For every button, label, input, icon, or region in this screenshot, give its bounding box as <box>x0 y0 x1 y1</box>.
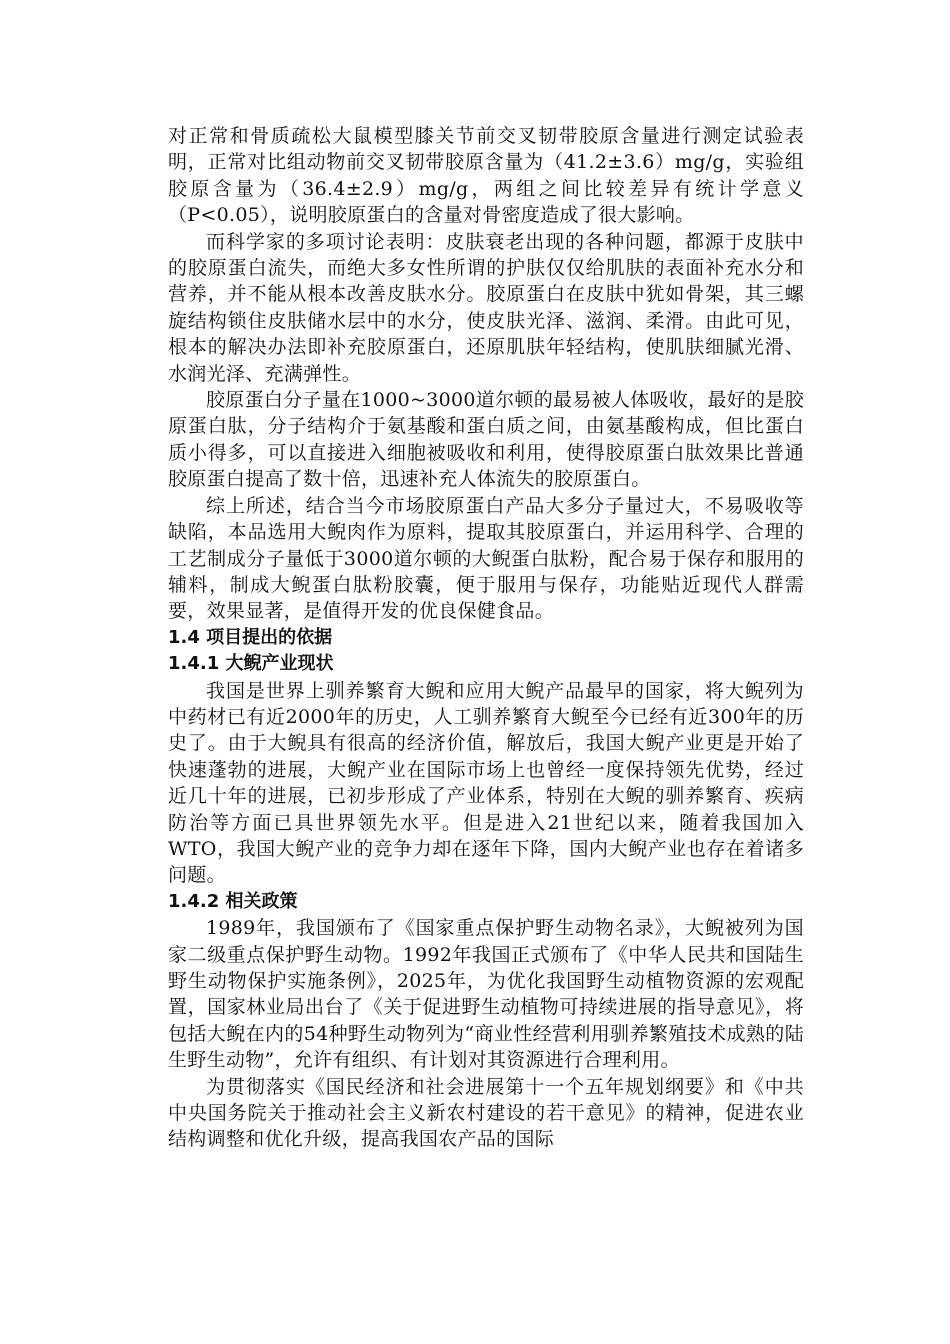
document-page <box>168 123 804 1153</box>
paragraph-collagen-bone-density: 对正常和骨质疏松大鼠模型膝关节前交叉韧带胶原含量进行测定试验表明，正常对比组动物前交叉韧带胶原含量为（41.2±3.6）mg/g，实验组胶原含量为（36.4±2.9）mg/g，两组之间比较差异有统计学意义（P<0.05），说明胶原蛋白的含量对骨密度造成了很大影响。 <box>168 125 804 227</box>
section-heading-1-4-2: 1.4.2 相关政策 <box>168 890 298 912</box>
paragraph-industry-status: 我国是世界上驯养繁育大鲵和应用大鲵产品最早的国家，将大鲵列为中药材已有近2000年的历史，人工驯养繁育大鲵至今已经有近300年的历史了。由于大鲵具有很高的经济价值，解放后，我国大鲵产业更是开始了快速蓬勃的进展，大鲵产业在国际市场上也曾经一度保持领先优势，经过近几十年的进展，已初步形成了产业体系，特别在大鲵的驯养繁育、疾病防治等方面已具世界领先水平。但是进入21世纪以来，随着我国加入WTO，我国大鲵产业的竞争力却在逐年下降，国内大鲵产业也存在着诸多问题。 <box>168 679 804 887</box>
section-heading-1-4-1: 1.4.1 大鲵产业现状 <box>168 653 334 675</box>
paragraph-policy-history: 1989年，我国颁布了《国家重点保护野生动物名录》，大鲵被列为国家二级重点保护野生动物。1992年我国正式颁布了《中华人民共和国陆生野生动物保护实施条例》，2025年，为优化我国野生动植物资源的宏观配置，国家林业局出台了《关于促进野生动植物可持续进展的指导意见》，将包括大鲵在内的54种野生动物列为“商业性经营利用驯养繁殖技术成熟的陆生野生动物”，允许有组织、有计划对其资源进行合理利用。 <box>168 917 804 1072</box>
section-heading-1-4: 1.4 项目提出的依据 <box>168 626 333 648</box>
paragraph-collagen-peptide: 胶原蛋白分子量在1000~3000道尔顿的最易被人体吸收，最好的是胶原蛋白肽，分子结构介于氨基酸和蛋白质之间，由氨基酸构成，但比蛋白质小得多，可以直接进入细胞被吸收和利用，使得胶原蛋白肽效果比普通胶原蛋白提高了数十倍，迅速补充人体流失的胶原蛋白。 <box>168 389 804 491</box>
paragraph-skin-aging: 而科学家的多项讨论表明：皮肤衰老出现的各种问题，都源于皮肤中的胶原蛋白流失，而绝大多女性所谓的护肤仅仅给肌肤的表面补充水分和营养，并不能从根本改善皮肤水分。胶原蛋白在皮肤中犹如骨架，其三螺旋结构锁住皮肤储水层中的水分，使皮肤光泽、滋润、柔滑。由此可见，根本的解决办法即补充胶原蛋白，还原肌肤年轻结构，使肌肤细腻光滑、水润光泽、充满弹性。 <box>168 230 804 385</box>
paragraph-policy-implementation: 为贯彻落实《国民经济和社会进展第十一个五年规划纲要》和《中共中央国务院关于推动社会主义新农村建设的若干意见》的精神，促进农业结构调整和优化升级，提高我国农产品的国际 <box>168 1075 804 1151</box>
paragraph-summary: 综上所述，结合当今市场胶原蛋白产品大多分子量过大，不易吸收等缺陷，本品选用大鲵肉作为原料，提取其胶原蛋白，并运用科学、合理的工艺制成分子量低于3000道尔顿的大鲵蛋白肽粉，配合易于保存和服用的辅料，制成大鲵蛋白肽粉胶囊，便于服用与保存，功能贴近现代人群需要，效果显著，是值得开发的优良保健食品。 <box>168 494 804 623</box>
